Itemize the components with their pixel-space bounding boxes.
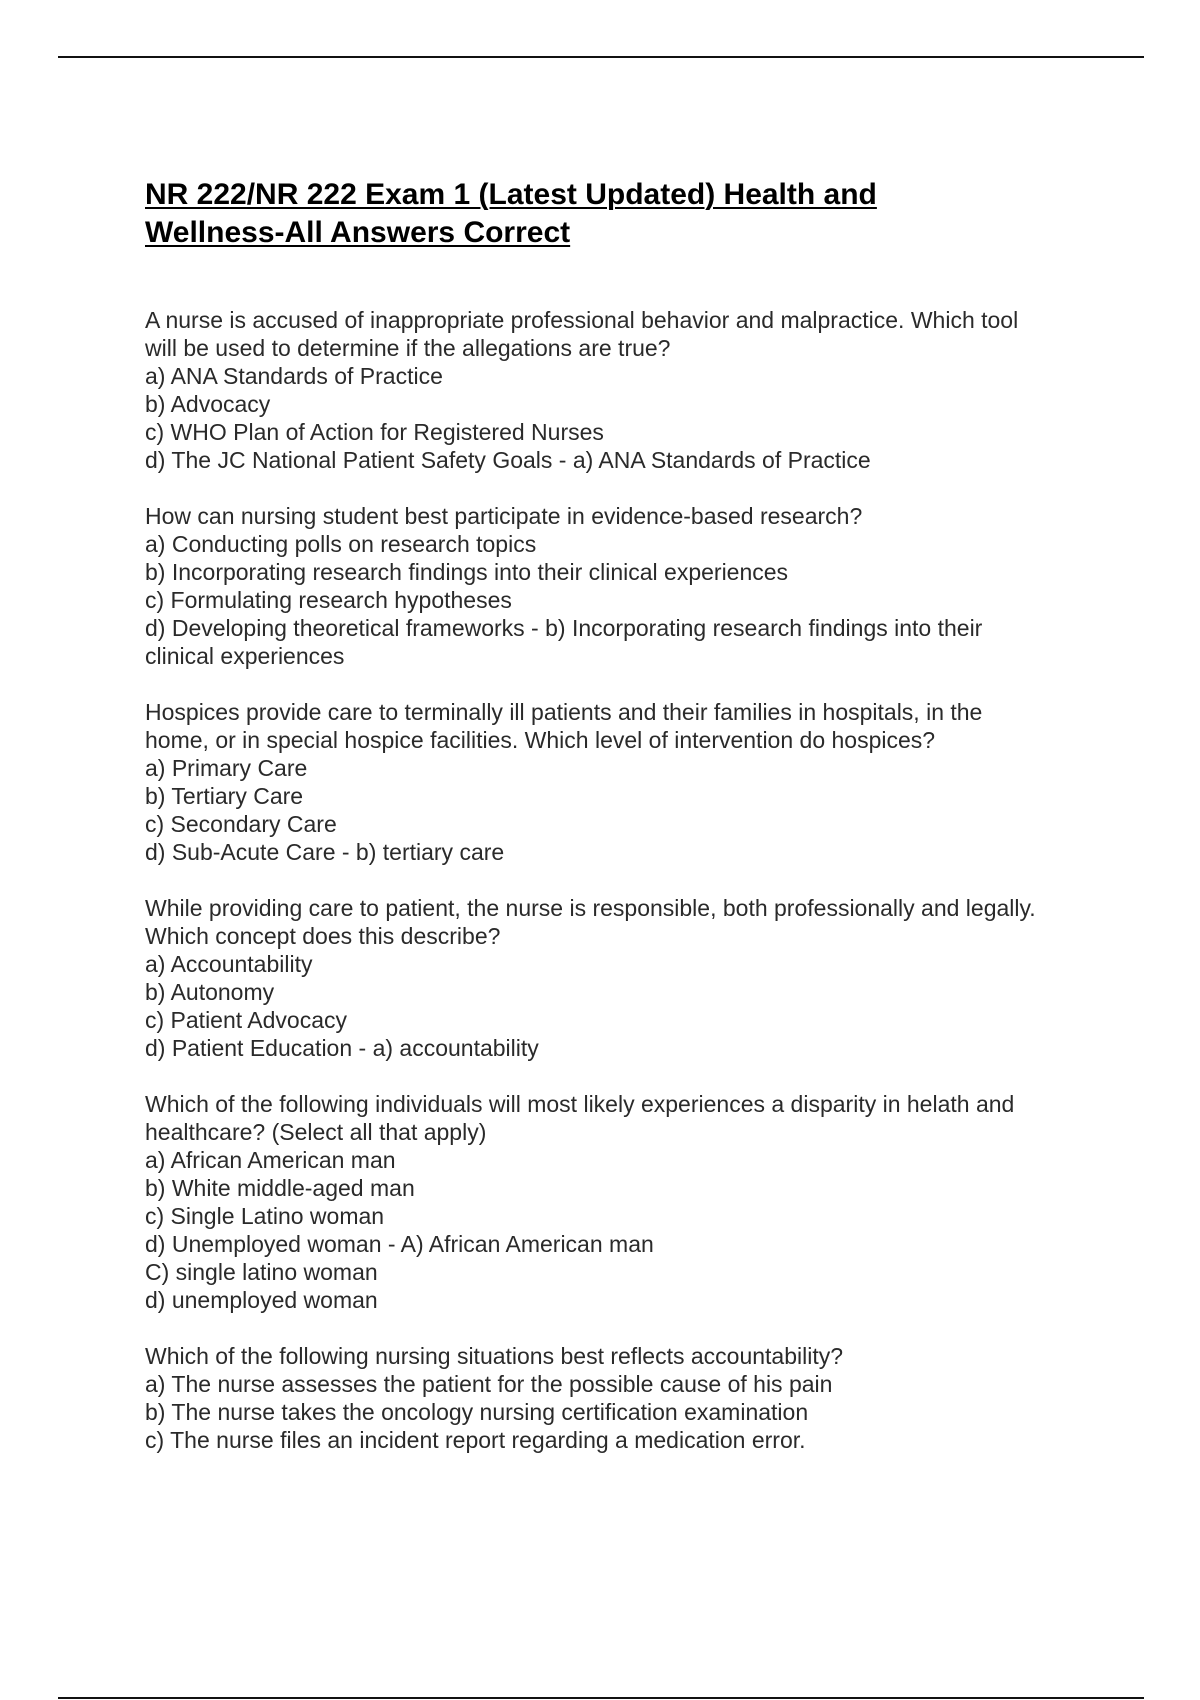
answer-option: b) Tertiary Care bbox=[145, 783, 304, 809]
question-text: While providing care to patient, the nurse is responsible, both professionally and legally. bbox=[145, 895, 1036, 921]
answer-option: a) African American man bbox=[145, 1147, 396, 1173]
question-text: healthcare? (Select all that apply) bbox=[145, 1119, 487, 1145]
answer-option: b) White middle-aged man bbox=[145, 1175, 415, 1201]
question-text: will be used to determine if the allegations are true? bbox=[145, 335, 671, 361]
answer-option: b) Incorporating research findings into their clinical experiences bbox=[145, 559, 789, 585]
answer-option: d) The JC National Patient Safety Goals - a) ANA Standards of Practice bbox=[145, 447, 871, 473]
answer-option: c) Single Latino woman bbox=[145, 1203, 385, 1229]
answer-option: d) unemployed woman bbox=[145, 1287, 378, 1313]
answer-option: a) ANA Standards of Practice bbox=[145, 363, 443, 389]
answer-option: b) Autonomy bbox=[145, 979, 275, 1005]
document-title-line-1: NR 222/NR 222 Exam 1 (Latest Updated) Health and bbox=[145, 178, 877, 211]
question-text: Which of the following nursing situations best reflects accountability? bbox=[145, 1343, 844, 1369]
header-rule bbox=[58, 56, 1144, 58]
answer-option: c) Secondary Care bbox=[145, 811, 337, 837]
document-body bbox=[145, 176, 1105, 1482]
answer-option: a) The nurse assesses the patient for the possible cause of his pain bbox=[145, 1371, 833, 1397]
question-block bbox=[145, 894, 1105, 1062]
document-title bbox=[145, 176, 1105, 252]
question-block bbox=[145, 502, 1105, 670]
question-list bbox=[145, 306, 1105, 1454]
answer-option: c) WHO Plan of Action for Registered Nurses bbox=[145, 419, 604, 445]
answer-option: clinical experiences bbox=[145, 643, 345, 669]
footer-rule bbox=[58, 1697, 1144, 1699]
question-text: Which of the following individuals will most likely experiences a disparity in helath and bbox=[145, 1091, 1015, 1117]
question-block bbox=[145, 1342, 1105, 1454]
question-block bbox=[145, 698, 1105, 866]
answer-option: a) Primary Care bbox=[145, 755, 308, 781]
answer-option: d) Patient Education - a) accountability bbox=[145, 1035, 539, 1061]
question-text: Which concept does this describe? bbox=[145, 923, 501, 949]
answer-option: b) Advocacy bbox=[145, 391, 271, 417]
question-text: A nurse is accused of inappropriate professional behavior and malpractice. Which tool bbox=[145, 307, 1019, 333]
question-text: Hospices provide care to terminally ill patients and their families in hospitals, in the bbox=[145, 699, 983, 725]
question-text: How can nursing student best participate in evidence-based research? bbox=[145, 503, 863, 529]
answer-option: d) Unemployed woman - A) African American man bbox=[145, 1231, 654, 1257]
answer-option: a) Conducting polls on research topics bbox=[145, 531, 537, 557]
answer-option: b) The nurse takes the oncology nursing certification examination bbox=[145, 1399, 809, 1425]
question-block bbox=[145, 1090, 1105, 1314]
answer-option: c) Formulating research hypotheses bbox=[145, 587, 512, 613]
question-text: home, or in special hospice facilities. Which level of intervention do hospices? bbox=[145, 727, 936, 753]
answer-option: a) Accountability bbox=[145, 951, 313, 977]
document-title-line-2: Wellness-All Answers Correct bbox=[145, 216, 571, 249]
answer-option: d) Sub-Acute Care - b) tertiary care bbox=[145, 839, 505, 865]
answer-option: C) single latino woman bbox=[145, 1259, 378, 1285]
answer-option: c) Patient Advocacy bbox=[145, 1007, 347, 1033]
answer-option: c) The nurse files an incident report regarding a medication error. bbox=[145, 1427, 806, 1453]
answer-option: d) Developing theoretical frameworks - b) Incorporating research findings into their bbox=[145, 615, 983, 641]
question-block bbox=[145, 306, 1105, 474]
